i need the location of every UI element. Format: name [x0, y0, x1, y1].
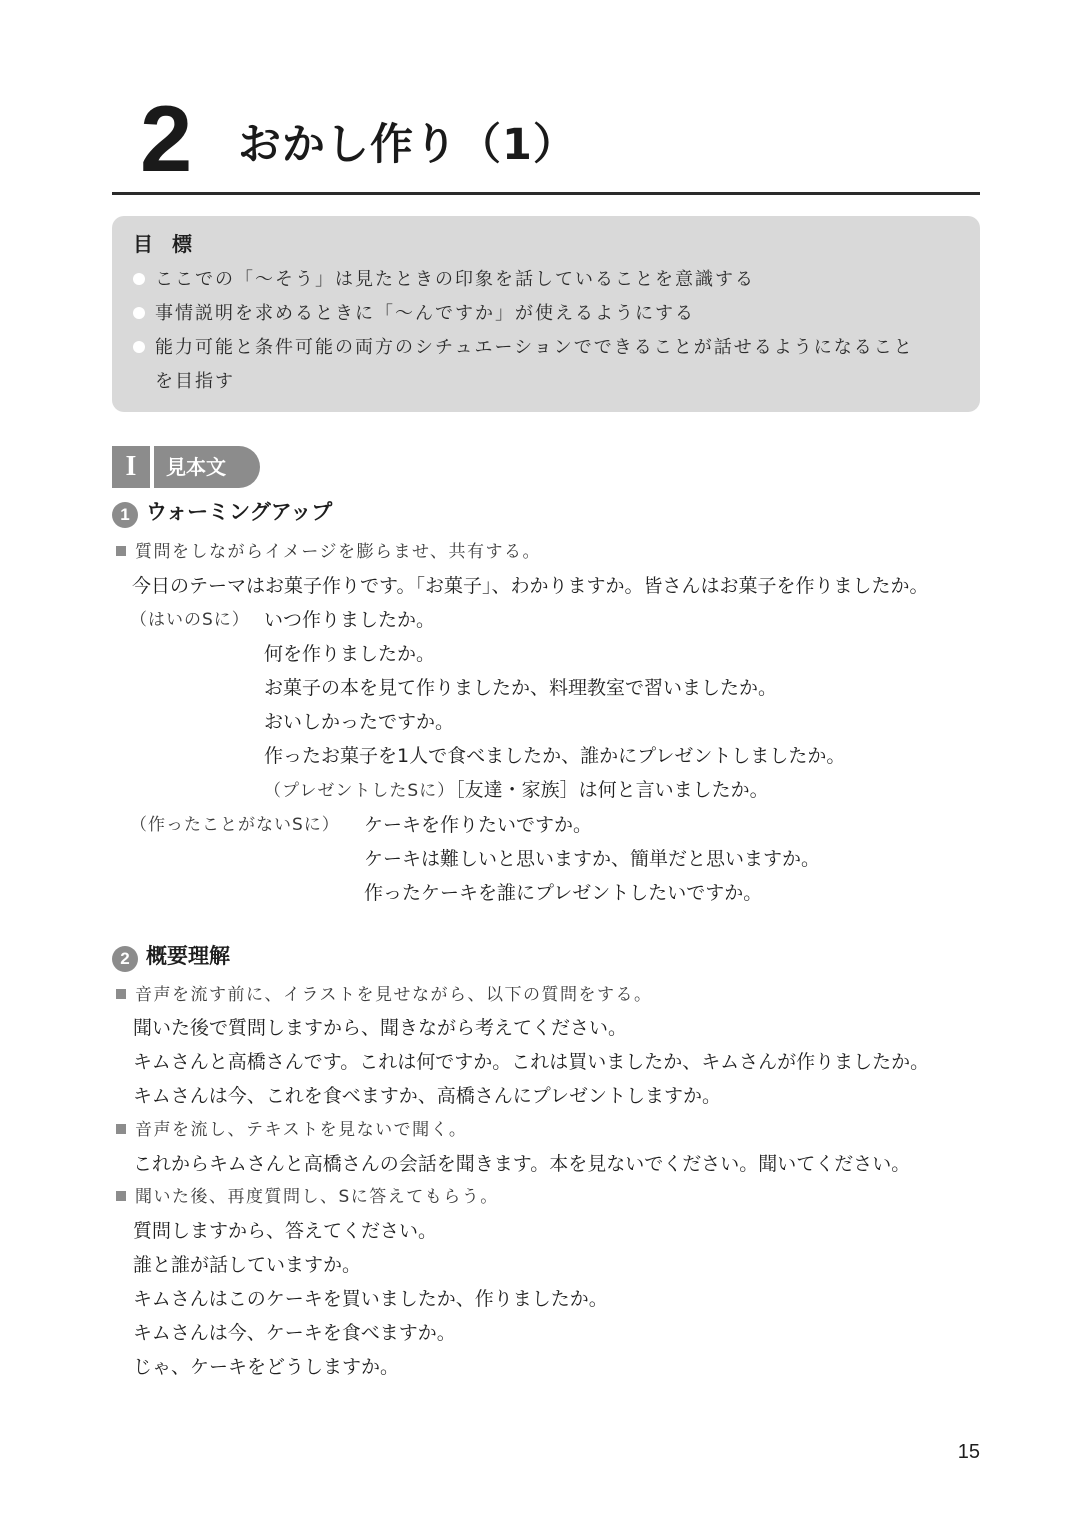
chapter-title: おかし作り（1） [238, 120, 577, 170]
circled-number-icon: 1 [112, 502, 138, 528]
present-note: （プレゼントしたSに） [264, 781, 456, 801]
overview-line: 誰と誰が話していますか。 [133, 1254, 362, 1276]
warmup-instruction: 質問をしながらイメージを膨らませ、共有する。 [116, 539, 541, 565]
section-numeral: I [112, 446, 150, 488]
overview-line: じゃ、ケーキをどうしますか。 [133, 1356, 400, 1378]
square-bullet-icon [116, 989, 126, 999]
never-note: （作ったことがないSに） [130, 815, 340, 835]
goal-item-continuation: を目指す [155, 371, 235, 392]
warmup-heading: 1 ウォーミングアップ [112, 498, 332, 526]
square-bullet-icon [116, 1191, 126, 1201]
overview-line: キムさんと高橋さんです。これは何ですか。これは買いましたか、キムさんが作りましたか。 [133, 1051, 930, 1073]
yes-line: 何を作りましたか。 [264, 643, 436, 665]
yes-line: 作ったお菓子を1人で食べましたか、誰かにプレゼントしましたか。 [264, 745, 846, 767]
overview-line: キムさんは今、ケーキを食べますか。 [133, 1322, 456, 1344]
bullet-icon [133, 307, 145, 319]
goal-item: 能力可能と条件可能の両方のシチュエーションでできることが話せるようになること [133, 333, 914, 363]
never-line: 作ったケーキを誰にプレゼントしたいですか。 [364, 882, 763, 904]
yes-line: いつ作りましたか。 [264, 609, 436, 631]
section-tab [112, 446, 260, 488]
square-bullet-icon [116, 546, 126, 556]
overview-instruction: 音声を流す前に、イラストを見せながら、以下の質問をする。 [116, 982, 653, 1008]
never-line: ケーキを作りたいですか。 [364, 814, 593, 836]
yes-note: （はいのSに） [130, 610, 250, 630]
chapter-number: 2 [140, 86, 193, 191]
section-label: 見本文 [154, 446, 260, 488]
yes-line: おいしかったですか。 [264, 711, 455, 733]
overview-line: これからキムさんと高橋さんの会話を聞きます。本を見ないでください。聞いてください。 [133, 1153, 911, 1175]
never-line: ケーキは難しいと思いますか、簡単だと思いますか。 [364, 848, 821, 870]
overview-instruction: 音声を流し、テキストを見ないで聞く。 [116, 1117, 467, 1143]
goal-item: 事情説明を求めるときに「〜んですか」が使えるようにする [133, 299, 695, 329]
overview-line: キムさんは今、これを食べますか、高橋さんにプレゼントしますか。 [133, 1085, 722, 1107]
goal-item: ここでの「〜そう」は見たときの印象を話していることを意識する [133, 265, 755, 295]
overview-line: 質問しますから、答えてください。 [133, 1220, 438, 1242]
bullet-icon [133, 341, 145, 353]
warmup-intro: 今日のテーマはお菓子作りです。「お菓子」、わかりますか。皆さんはお菓子を作りましたか。 [132, 575, 929, 597]
present-line: （プレゼントしたSに）［友達・家族］は何と言いましたか。 [264, 779, 769, 801]
page-number: 15 [957, 1441, 980, 1463]
overview-heading: 2 概要理解 [112, 942, 230, 970]
yes-line: お菓子の本を見て作りましたか、料理教室で習いましたか。 [264, 677, 778, 699]
overview-line: キムさんはこのケーキを買いましたか、作りましたか。 [133, 1288, 608, 1310]
overview-line: 聞いた後で質問しますから、聞きながら考えてください。 [133, 1017, 628, 1039]
title-rule [112, 192, 980, 195]
goals-heading: 目 標 [133, 232, 198, 256]
circled-number-icon: 2 [112, 946, 138, 972]
square-bullet-icon [116, 1124, 126, 1134]
overview-instruction: 聞いた後、再度質問し、Sに答えてもらう。 [116, 1184, 499, 1210]
bullet-icon [133, 273, 145, 285]
